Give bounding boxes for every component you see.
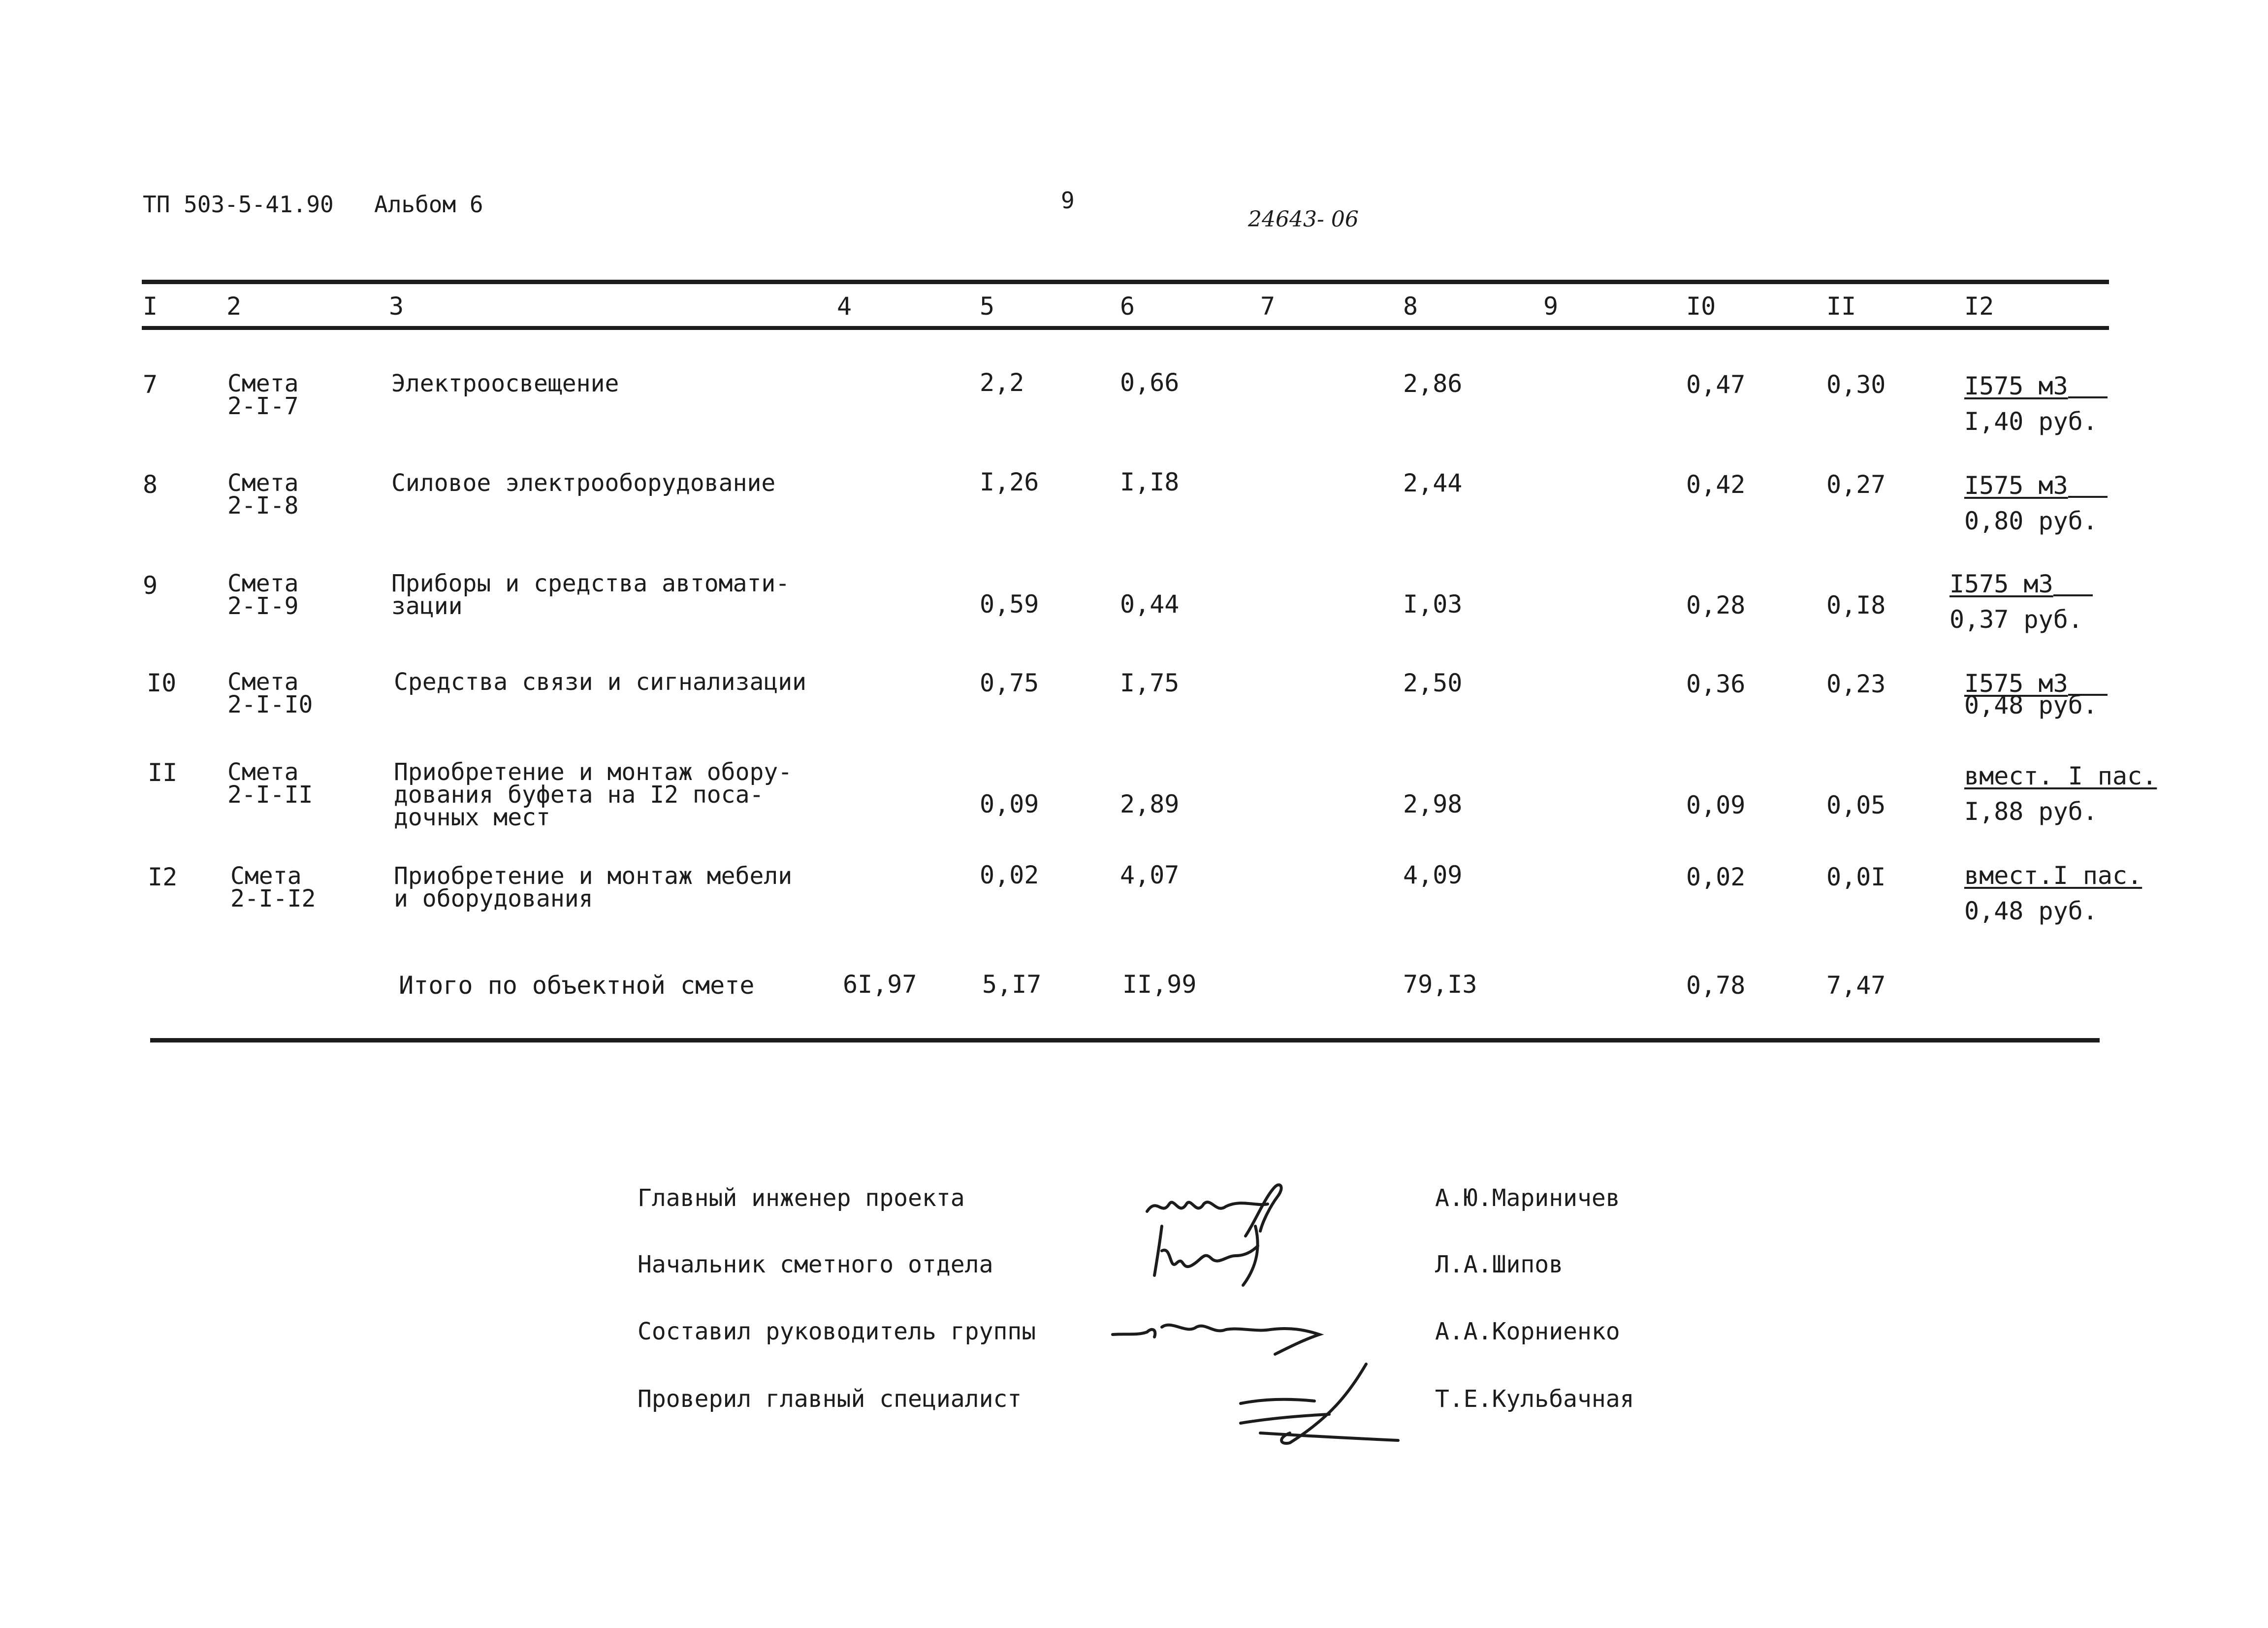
doc-code: ТП 503-5-41.90 bbox=[143, 191, 334, 218]
column-number: 5 bbox=[980, 292, 995, 321]
row-number: 7 bbox=[143, 370, 158, 399]
unit-cell: вмест. I пас. I,88 руб. bbox=[1964, 762, 2157, 826]
column-number: I bbox=[143, 292, 158, 321]
cell-col8: 4,09 bbox=[1403, 861, 1463, 889]
smeta-label: Смета 2-I-8 bbox=[227, 469, 299, 520]
row-description: Силовое электрооборудование bbox=[391, 469, 776, 497]
row-number: 9 bbox=[143, 571, 158, 600]
smeta-label: Смета 2-I-II bbox=[227, 758, 313, 809]
smeta-label: Смета 2-I-7 bbox=[227, 370, 299, 420]
cell-col5: 0,75 bbox=[980, 669, 1039, 697]
column-number: I2 bbox=[1964, 292, 1994, 321]
smeta-label: Смета 2-I-I2 bbox=[230, 862, 316, 912]
signatory-title: Главный инженер проекта bbox=[638, 1184, 965, 1212]
total-col8: 79,I3 bbox=[1403, 970, 1477, 999]
unit-cell: I575 м3 0,48 руб. bbox=[1964, 666, 2108, 723]
cell-col11: 0,23 bbox=[1826, 670, 1886, 698]
total-col10: 0,78 bbox=[1686, 971, 1746, 1000]
cell-col11: 0,27 bbox=[1826, 470, 1886, 499]
unit-cell: I575 м3 0,37 руб. bbox=[1949, 566, 2093, 637]
total-col11: 7,47 bbox=[1826, 971, 1886, 1000]
signature-scribble bbox=[1108, 1300, 1334, 1364]
cell-col6: I,I8 bbox=[1120, 468, 1180, 496]
column-number: I0 bbox=[1686, 292, 1716, 321]
cell-col11: 0,05 bbox=[1826, 791, 1886, 819]
signatory-title: Проверил главный специалист bbox=[638, 1385, 1022, 1413]
cell-col10: 0,47 bbox=[1686, 370, 1746, 399]
column-number: II bbox=[1826, 292, 1856, 321]
unit-cell: I575 м3 I,40 руб. bbox=[1964, 368, 2108, 439]
smeta-label: Смета 2-I-9 bbox=[227, 570, 299, 620]
total-col4: 6I,97 bbox=[843, 970, 917, 999]
total-label: Итого по объектной смете bbox=[399, 971, 755, 1000]
row-number: II bbox=[148, 758, 178, 787]
row-number: I0 bbox=[147, 669, 177, 697]
album-label: Альбом 6 bbox=[374, 191, 483, 218]
header-bottom-rule bbox=[142, 326, 2109, 330]
smeta-label: Смета 2-I-I0 bbox=[227, 668, 313, 718]
signatory-title: Начальник сметного отдела bbox=[638, 1251, 993, 1278]
signatory-name: Т.Е.Кульбачная bbox=[1435, 1385, 1634, 1413]
cell-col5: 0,59 bbox=[980, 590, 1039, 619]
total-col6: II,99 bbox=[1122, 970, 1197, 999]
cell-col6: 4,07 bbox=[1120, 861, 1180, 889]
column-number: 3 bbox=[389, 292, 404, 321]
handwritten-ref: 24643- 06 bbox=[1248, 207, 1359, 232]
cell-col6: 0,44 bbox=[1120, 590, 1180, 619]
signatory-name: А.Ю.Мариничев bbox=[1435, 1184, 1620, 1212]
row-description: Электроосвещение bbox=[391, 370, 619, 397]
cell-col8: I,03 bbox=[1403, 590, 1463, 619]
cell-col6: 0,66 bbox=[1120, 368, 1180, 397]
row-description: Приобретение и монтаж обору- дования буфета на I2 поса- дочных мест bbox=[394, 758, 793, 831]
cell-col10: 0,09 bbox=[1686, 791, 1746, 819]
total-col5: 5,I7 bbox=[982, 970, 1042, 999]
unit-cell: I575 м3 0,80 руб. bbox=[1964, 468, 2108, 539]
signatory-title: Составил руководитель группы bbox=[638, 1318, 1036, 1345]
row-number: 8 bbox=[143, 470, 158, 499]
cell-col6: I,75 bbox=[1120, 669, 1180, 697]
cell-col11: 0,I8 bbox=[1826, 591, 1886, 619]
row-description: Приобретение и монтаж мебели и оборудования bbox=[394, 862, 793, 912]
cell-col6: 2,89 bbox=[1120, 790, 1180, 818]
signatory-name: А.А.Корниенко bbox=[1435, 1318, 1620, 1345]
row-description: Средства связи и сигнализации bbox=[394, 668, 807, 696]
signature-scribble bbox=[1147, 1216, 1295, 1290]
cell-col5: I,26 bbox=[980, 468, 1039, 496]
cell-col5: 2,2 bbox=[980, 368, 1024, 397]
cell-col10: 0,42 bbox=[1686, 470, 1746, 499]
column-number: 4 bbox=[837, 292, 852, 321]
page-number: 9 bbox=[1061, 187, 1075, 214]
cell-col10: 0,02 bbox=[1686, 863, 1746, 891]
signatory-name: Л.А.Шипов bbox=[1435, 1251, 1564, 1278]
cell-col8: 2,86 bbox=[1403, 369, 1463, 398]
cell-col11: 0,0I bbox=[1826, 863, 1886, 891]
cell-col8: 2,44 bbox=[1403, 469, 1463, 497]
column-number: 8 bbox=[1403, 292, 1418, 321]
row-number: I2 bbox=[148, 863, 178, 891]
cell-col11: 0,30 bbox=[1826, 370, 1886, 399]
cell-col8: 2,50 bbox=[1403, 669, 1463, 697]
cell-col10: 0,28 bbox=[1686, 591, 1746, 619]
table-top-rule bbox=[142, 280, 2109, 284]
column-number: 7 bbox=[1260, 292, 1276, 321]
signature-scribble bbox=[1231, 1359, 1418, 1453]
column-number: 9 bbox=[1543, 292, 1559, 321]
cell-col5: 0,09 bbox=[980, 790, 1039, 818]
table-bottom-rule bbox=[150, 1038, 2100, 1042]
cell-col8: 2,98 bbox=[1403, 790, 1463, 818]
column-number: 6 bbox=[1120, 292, 1135, 321]
cell-col10: 0,36 bbox=[1686, 670, 1746, 698]
column-number: 2 bbox=[226, 292, 242, 321]
row-description: Приборы и средства автомати- зации bbox=[391, 570, 790, 620]
cell-col5: 0,02 bbox=[980, 861, 1039, 889]
unit-cell: вмест.I пас. 0,48 руб. bbox=[1964, 861, 2142, 925]
